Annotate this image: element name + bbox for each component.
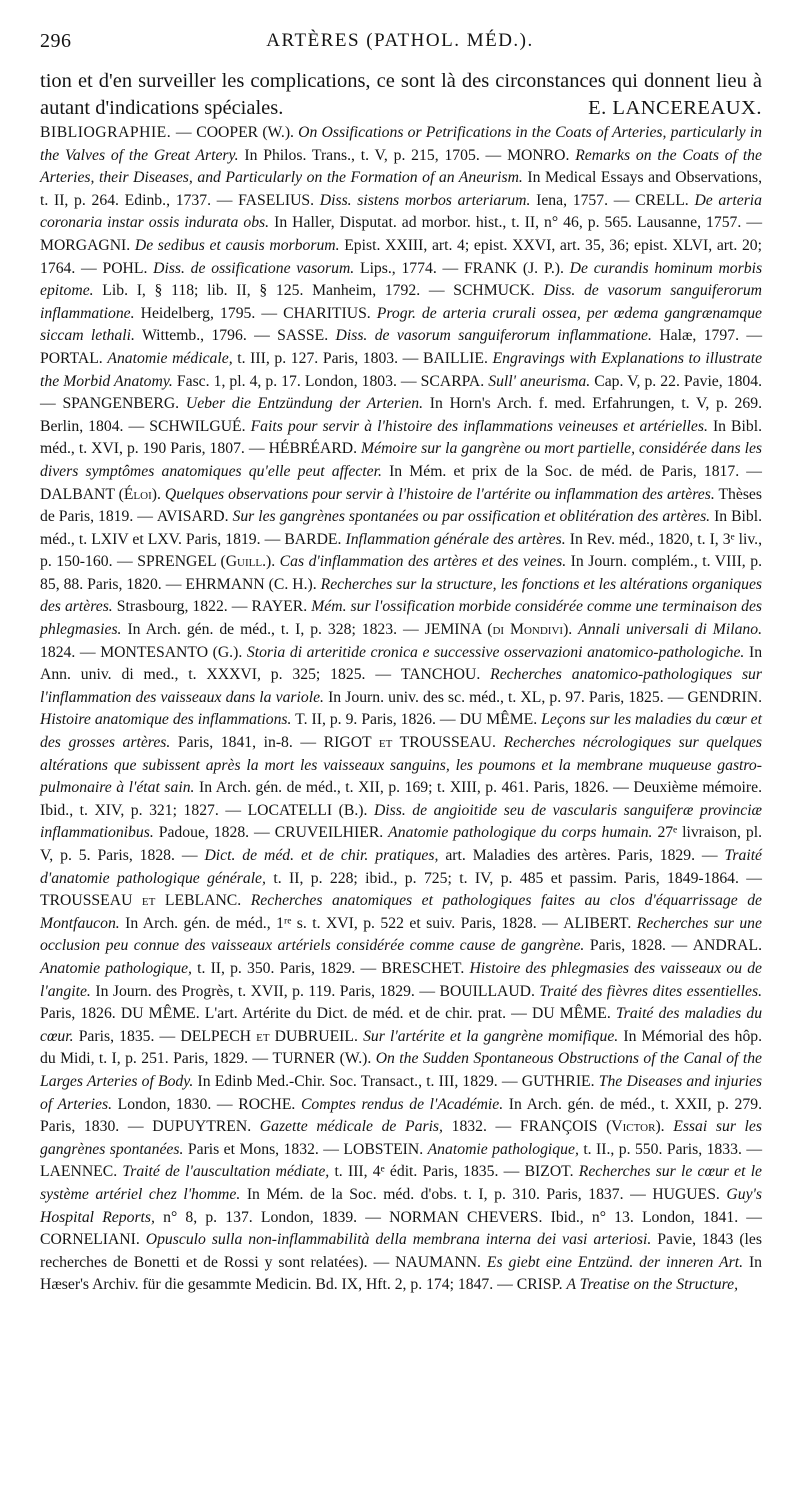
entry-author: JEMINA (di Mondivi).	[424, 621, 573, 639]
entry-title: Essai sur les gangrènes spontanées.	[40, 1118, 762, 1158]
bibliography-entry	[270, 327, 762, 344]
entry-author: DELPECH et DUBRUEIL.	[180, 1027, 358, 1045]
entry-source: In Horn's Arch. f. med. Erfahrungen, t. V, p. 269. Berlin, 1804. —	[40, 395, 763, 435]
entry-title: Anatomie médicale,	[107, 349, 233, 367]
entry-title: Mém. sur l'ossification morbide considérée comme une terminaison des phlegmasies.	[40, 598, 763, 639]
entry-title: Mémoire sur la gangrène ou mort partielle, considérée dans les divers symptômes anatomiques qu'elle peut affecter.	[40, 440, 763, 480]
entry-author: ANDRAL.	[692, 937, 762, 955]
entry-source: In Mém. et prix de la Soc. de méd. de Paris, 1817. —	[389, 462, 762, 480]
entry-author: AVISARD.	[156, 508, 229, 526]
entry-source: t. III, 4ᵉ édit. Paris, 1835. —	[334, 1163, 520, 1181]
entry-author: HÉBRÉARD.	[268, 440, 358, 458]
entry-source: Paris, 1828. —	[589, 937, 688, 955]
intro-paragraph	[40, 68, 762, 122]
entry-title: Recherches sur une occlusion peu connue des vaisseaux artériels considérée comme cause de gangrène.	[40, 914, 762, 955]
entry-source: Halæ, 1797. —	[659, 327, 763, 345]
entry-author: MONTESANTO (G.).	[100, 643, 243, 661]
bibliography-entry	[116, 1005, 527, 1022]
entry-title: De arteria coronaria instar ossis indurata obs.	[40, 191, 763, 232]
entry-source: In Edinb Med.-Chir. Soc. Transact., t. III, 1829. —	[197, 1072, 518, 1090]
entry-title: Traité des maladies du cœur.	[40, 1005, 763, 1045]
entry-source: Paris et Mons, 1832. —	[187, 1140, 339, 1158]
entry-source: Lib. I, § 118; lib. II, § 125. Manheim, 1792. —	[102, 282, 445, 300]
entry-source: T. II, p. 9. Paris, 1826. —	[295, 711, 456, 729]
entry-title: Dict. de méd. et de chir. pratiques,	[204, 847, 439, 864]
entry-title: Remarks on the Coats of the Arteries, their Diseases, and Particularly on the Formation of an Aneurism.	[40, 146, 762, 187]
bibliography-entry	[513, 1276, 738, 1293]
entry-source: In Journ. univ. des sc. méd., t. XL, p. 97. Paris, 1825. —	[328, 688, 684, 706]
entry-title: Guy's Hospital Reports,	[40, 1185, 763, 1226]
entry-title: Sur l'artérite et la gangrène momifique.	[363, 1027, 619, 1045]
entry-source: Epist. XXIII, art. 4; epist. XXVI, art. 35, 36; epist. XLVI, art. 20; 1764. —	[40, 236, 762, 277]
entry-source: Iena, 1757. —	[536, 191, 630, 209]
bibliography-entry	[40, 1163, 519, 1180]
entry-source: art. Maladies des artères. Paris, 1829. —	[445, 847, 718, 864]
entry-title: Recherches nécrologiques sur quelques altérations que subissent après la mort les vaisseaux sanguins, les poumons et la membrane muqueuse gastro-pulmonaire à l'état sain.	[40, 734, 763, 797]
entry-author: SCHMUCK.	[453, 282, 535, 300]
entry-title: The Diseases and injuries of Arteries.	[40, 1072, 763, 1113]
entry-author: COOPER (W.).	[196, 124, 294, 141]
bibliography-label: BIBLIOGRAPHIE. —	[40, 124, 193, 141]
entry-author: FASELIUS.	[238, 191, 315, 209]
entry-title: Recherches sur le cœur et le système artériel chez l'homme.	[40, 1163, 763, 1203]
entry-author: SCARPA.	[420, 372, 485, 390]
entry-title: Diss. de vasorum sanguiferorum inflammatione.	[40, 282, 763, 322]
entry-title: Diss. de angioitide seu de vascularis sanguiferæ provinciæ inflammationibus.	[40, 801, 763, 842]
entry-title: Traité des fièvres dites essentielles.	[539, 982, 762, 1000]
entry-source: Thèses de Paris, 1819. —	[40, 485, 762, 526]
entry-title: Anatomie pathologique,	[40, 959, 192, 977]
entry-source: 27ᵉ livraison, pl. V, p. 5. Paris, 1828. —	[40, 824, 763, 864]
entry-author: NORMAN CHEVERS.	[389, 1208, 543, 1226]
entry-author: SASSE.	[277, 327, 329, 345]
entry-title: On Ossifications or Petrifications in the Coats of Arteries, particularly in the Valves of the Great Artery.	[40, 124, 762, 164]
entry-source: Lips., 1774. —	[359, 259, 459, 277]
entry-source: t. II, p. 350. Paris, 1829. —	[197, 959, 377, 977]
page-number: 296	[40, 30, 72, 52]
entry-title: Anatomie pathologique du corps humain.	[388, 824, 653, 842]
entry-author: EHRMANN (C. H.).	[185, 575, 317, 593]
entry-source: In Bibl. méd., t. LXIV et LXV. Paris, 1819. —	[40, 508, 763, 548]
bibliography-entry	[381, 1209, 762, 1226]
entry-title: Histoire des phlegmasies des vaisseaux ou de l'angite.	[40, 959, 763, 1000]
entry-author: DUPUYTREN.	[152, 1118, 252, 1136]
bibliography-entry	[40, 350, 418, 367]
entry-source: In Hæser's Archiv. für die gesammte Medicin. Bd. IX, Hft. 2, p. 174; 1847. —	[40, 1253, 763, 1294]
entry-title: Recherches anatomiques et pathologiques faites au clos d'équarrissage de Montfaucon.	[40, 892, 763, 932]
entry-author: DU MÊME.	[459, 711, 538, 729]
page-header	[40, 30, 760, 58]
bibliography	[40, 122, 762, 1297]
entry-title: Inflammation générale des artères.	[345, 530, 566, 548]
entry-source: Padoue, 1828. —	[158, 824, 270, 842]
entry-author: LOBSTEIN.	[343, 1140, 424, 1158]
entry-source: In Mém. de la Soc. méd. d'obs. t. I, p. 310. Paris, 1837. —	[246, 1185, 646, 1203]
entry-author: CRUVEILHIER.	[274, 824, 384, 842]
entry-title: Storia di arteritide cronica e successive osservazioni anatomico-pathologiche.	[246, 643, 745, 661]
entry-author: SPANGENBERG.	[62, 395, 180, 413]
entry-source: London, 1830. —	[117, 1095, 233, 1113]
entry-author: RIGOT et TROUSSEAU.	[323, 734, 496, 752]
intro-text: tion et d'en surveiller les complications, ce sont là des circonstances qui donnent lieu à autant d'indications spéciales.	[40, 70, 762, 119]
entry-author: ALIBERT.	[563, 914, 632, 932]
entry-source: Strasbourg, 1822. —	[116, 598, 248, 616]
entry-source: t. III, p. 127. Paris, 1803. —	[237, 349, 419, 367]
entry-author: FRANK (J. P.).	[463, 259, 564, 277]
entry-title: Faits pour servir à l'histoire des inflammations veineuses et artérielles.	[250, 417, 708, 435]
entry-author: MORGAGNI.	[40, 236, 131, 254]
entry-author: SCHWILGUÉ.	[149, 417, 246, 435]
entry-source: Fasc. 1, pl. 4, p. 17. London, 1803. —	[176, 372, 417, 390]
entry-author: POHL.	[102, 259, 148, 277]
entry-title: Cas d'inflammation des artères et des veines.	[279, 553, 567, 571]
entry-title: Sur les gangrènes spontanées ou par ossification et oblitération des artères.	[232, 508, 711, 526]
entry-author: BRESCHET.	[381, 959, 465, 977]
entry-title: Traité d'anatomie pathologique générale,	[40, 847, 763, 887]
entry-author: GUTHRIE.	[521, 1072, 595, 1090]
entry-author: CORNELIANI.	[40, 1231, 140, 1249]
entry-title: A Treatise on the Structure,	[566, 1276, 738, 1294]
entry-title: Progr. de arteria crurali ossea, per œdema gangrænamque siccam lethali.	[40, 304, 762, 345]
entry-source: t. II., p. 550. Paris, 1833. —	[583, 1140, 763, 1158]
entry-author: DU MÊME.	[120, 1005, 200, 1023]
entry-title: Engravings with Explanations to illustrate the Morbid Anatomy.	[40, 349, 763, 390]
entry-author: ROCHE.	[238, 1095, 296, 1113]
entry-title: Traité de l'auscultation médiate,	[122, 1163, 330, 1181]
entry-source: In Mémorial des hôp. du Midi, t. I, p. 251. Paris, 1829. —	[40, 1027, 763, 1068]
entry-title: Diss. de ossificatione vasorum.	[153, 259, 355, 277]
entry-source: Wittemb., 1796. —	[142, 327, 270, 345]
entry-author: CRELL.	[635, 191, 689, 209]
entry-source: Pavie, 1843 (les recherches de Bonetti et de Rossi y sont relatées). —	[40, 1231, 762, 1271]
entry-author: TANCHOU.	[400, 666, 481, 684]
entry-author: DU MÊME.	[531, 1005, 611, 1023]
entry-author: CRISP.	[516, 1276, 563, 1294]
entry-source: In Arch. gén. de méd., t. I, p. 328; 1823. —	[127, 621, 419, 639]
entry-author: FRANÇOIS (Victor).	[519, 1118, 665, 1136]
entry-source: In Arch. gén. de méd., 1ʳᵉ s. t. XVI, p. 522 et suiv. Paris, 1828. —	[125, 914, 558, 932]
entry-source: n° 8, p. 137. London, 1839. —	[163, 1208, 381, 1226]
entry-author: LOCATELLI (B.).	[247, 801, 368, 819]
entry-source: In Arch. gén. de méd., t. XXII, p. 279. Paris, 1830. —	[40, 1095, 762, 1136]
entry-source: In Bibl. méd., t. XVI, p. 190 Paris, 1807. —	[40, 417, 762, 458]
entry-title: De curandis hominum morbis epitome.	[40, 259, 763, 300]
entry-title: Diss. de vasorum sanguiferorum inflammatione.	[335, 327, 652, 345]
running-head: ARTÈRES (PATHOL. MÉD.).	[266, 30, 534, 51]
entry-title: On the Sudden Spontaneous Obstructions of the Canal of the Larges Arteries of Body.	[40, 1050, 763, 1090]
entry-author: BIZOT.	[524, 1163, 574, 1181]
entry-source: In Haller, Disputat. ad morbor. hist., t. II, n° 46, p. 565. Lausanne, 1757. —	[274, 214, 763, 232]
entry-title: Annali universali di Milano.	[578, 621, 763, 639]
entry-author: SPRENGEL (Guill.).	[137, 553, 276, 571]
entry-source: In Arch. gén. de méd., t. XII, p. 169; t. XIII, p. 461. Paris, 1826. — Deuxième mémoire. Ibid., t. XIV, p. 321; 1827. —	[40, 779, 763, 819]
entry-source: t. II, p. 228; ibid., p. 725; t. IV, p. 485 et passim. Paris, 1849-1864. —	[273, 869, 762, 887]
bibliography-entry	[97, 260, 458, 277]
entry-source: Paris, 1826.	[40, 1005, 116, 1023]
entry-author: BARDE.	[284, 530, 342, 548]
entry-source: L'art. Artérite du Dict. de méd. et de chir. prat. —	[204, 1005, 527, 1023]
entry-title: Recherches sur la structure, les fonctions et les altérations organiques des artères.	[40, 575, 763, 616]
author-signature: E. LANCEREAUX.	[588, 97, 762, 119]
entry-source: Paris, 1835. —	[78, 1027, 176, 1045]
entry-title: Quelques observations pour servir à l'histoire de l'artérite ou inflammation des artères.	[164, 485, 715, 503]
entry-title: Gazette médicale de Paris,	[259, 1118, 443, 1136]
entry-source: In Journ. complém., t. VIII, p. 85, 88. Paris, 1820. —	[40, 553, 763, 593]
entry-author: BOUILLAUD.	[439, 982, 535, 1000]
entry-title: Leçons sur les maladies du cœur et des grosses artères.	[40, 711, 763, 752]
entry-author: NAUMANN.	[395, 1253, 481, 1271]
bibliography-entry	[339, 1141, 762, 1158]
bibliography-entry	[198, 847, 718, 864]
entry-source: Heidelberg, 1795. —	[140, 304, 278, 322]
entry-author: MONRO.	[507, 146, 570, 164]
entry-source: Paris, 1841, in-8. —	[177, 734, 317, 752]
entry-author: TURNER (W.).	[272, 1050, 372, 1068]
entry-author: HUGUES.	[652, 1185, 720, 1203]
entry-source: In Rev. méd., 1820, t. I, 3ᵉ liv., p. 150-160. —	[40, 530, 763, 571]
entry-title: Sull' aneurisma.	[488, 372, 591, 390]
entry-source: In Journ. des Progrès, t. XVII, p. 119. Paris, 1829. —	[95, 982, 436, 1000]
entry-source: In Ann. univ. di med., t. XXXVI, p. 325; 1825. —	[40, 643, 763, 684]
entry-source: Ibid., n° 13. London, 1841. —	[550, 1208, 762, 1226]
entry-title: De sedibus et causis morborum.	[134, 236, 340, 254]
entry-source: Cap. V, p. 22. Pavie, 1804. —	[40, 372, 763, 413]
entry-title: Ueber die Entzündung der Arterien.	[185, 395, 424, 413]
entry-title: Anatomie pathologique,	[427, 1140, 579, 1158]
entry-author: CHARITIUS.	[283, 304, 371, 322]
entry-author: DALBANT (Éloi).	[40, 485, 161, 503]
entry-author: GENDRIN.	[687, 688, 763, 706]
entry-source: 1832. —	[451, 1118, 512, 1136]
entry-title: Es giebt eine Entzünd. der inneren Art.	[486, 1253, 743, 1271]
entry-title: Opusculo sulla non-inflammabilità della membrana interna dei vasi arteriosi.	[145, 1231, 652, 1249]
entry-author: PORTAL.	[40, 349, 103, 367]
entry-title: Diss. sistens morbos arteriarum.	[319, 191, 531, 209]
entry-title: Comptes rendus de l'Académie.	[300, 1095, 504, 1113]
entry-source: In Medical Essays and Observations, t. II, p. 264. Edinb., 1737. —	[40, 169, 763, 209]
entry-author: LAENNEC.	[40, 1163, 118, 1181]
entry-source: 1824. —	[40, 643, 96, 661]
bibliography-entry	[144, 1118, 512, 1135]
entry-author: BAILLIE.	[423, 349, 488, 367]
bibliography-entry	[232, 192, 629, 209]
entry-author: TROUSSEAU et LEBLANC.	[40, 892, 242, 910]
entry-author: RAYER.	[251, 598, 308, 616]
entry-title: Histoire anatomique des inflammations.	[40, 711, 292, 729]
entry-title: Recherches anatomico-pathologiques sur l'inflammation des vaisseaux dans la variole.	[40, 666, 762, 706]
entry-source: In Philos. Trans., t. V, p. 215, 1705. —	[244, 146, 502, 164]
